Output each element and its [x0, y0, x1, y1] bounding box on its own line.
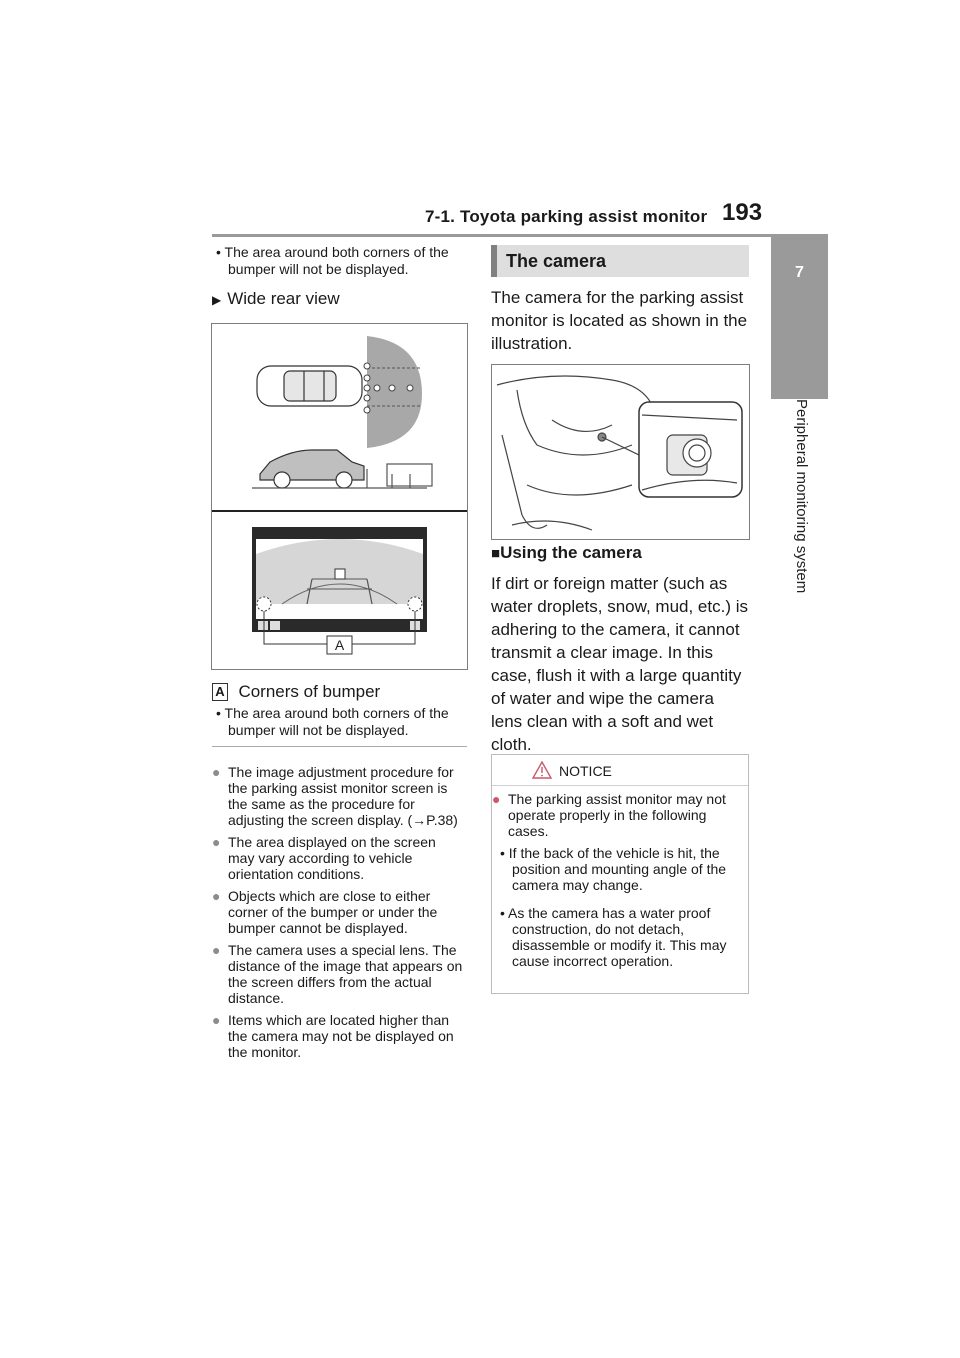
- triangle-right-icon: ▶: [212, 293, 222, 307]
- notice-title: NOTICE: [559, 763, 612, 779]
- bullet-dot-icon: ●: [212, 764, 221, 780]
- chapter-label-text: Peripheral monitoring system: [792, 399, 810, 594]
- chapter-tab: [771, 237, 828, 399]
- chapter-tab-number: 7: [795, 264, 804, 281]
- info-item: ● Items which are located higher than the camera may not be displayed on the monitor.: [212, 1012, 454, 1060]
- figure-callout-a: A: [334, 637, 345, 653]
- camera-intro: The camera for the parking assist monitor is located as shown in the illustration.: [491, 288, 748, 353]
- info-item: ● The area displayed on the screen may vary according to vehicle orientation conditions.: [212, 834, 436, 882]
- callout-text: Corners of bumper: [238, 682, 381, 701]
- wide-rear-view-label: Wide rear view: [227, 289, 340, 308]
- note-bottom: [212, 705, 468, 739]
- callout-label: A: [212, 683, 228, 701]
- camera-section-title: The camera: [506, 251, 607, 271]
- note-top: [212, 244, 468, 278]
- info-item: ● Objects which are close to either corner of the bumper or under the bumper cannot be displayed.: [212, 888, 438, 936]
- notice-header: [492, 755, 748, 786]
- notice-box: [491, 754, 749, 994]
- using-camera-text: If dirt or foreign matter (such as water droplets, snow, mud, etc.) is adhering to the camera, it cannot transmit a clear image. In this case, flush it with a large quantity of water and wipe the camera lens clean with a soft and wet cloth.: [491, 574, 748, 754]
- view-area-shape: [367, 336, 422, 448]
- wide-rear-view-heading: [212, 289, 340, 309]
- bullet-dot-icon: ●: [492, 791, 501, 807]
- section-divider: [212, 746, 467, 747]
- camera-section-header: [491, 245, 749, 277]
- bullet-dot-icon: ●: [212, 942, 221, 958]
- note-top-text: • The area around both corners of the bumper will not be displayed.: [216, 244, 449, 277]
- notice-item: • If the back of the vehicle is hit, the position and mounting angle of the camera may change.: [500, 845, 727, 893]
- bullet-dot-icon: ●: [212, 1012, 221, 1028]
- using-camera-heading: ■Using the camera: [491, 543, 642, 562]
- header-rule: [212, 234, 828, 237]
- chapter-label: [771, 399, 828, 919]
- info-item: ● The camera uses a special lens. The distance of the image that appears on the screen differs from the actual distance.: [212, 942, 463, 1006]
- car-top-view: [257, 366, 362, 406]
- camera-location-figure: [491, 364, 750, 540]
- callout-row: [212, 682, 380, 702]
- monitor-screen: [252, 527, 427, 632]
- wide-rear-view-figure: [211, 323, 468, 670]
- info-list: [212, 764, 466, 1060]
- wide-rear-view-illustration: [212, 324, 467, 669]
- bullet-dot-icon: ●: [212, 888, 221, 904]
- notice-lead: ● The parking assist monitor may not operate properly in the following cases.: [492, 791, 726, 839]
- info-item: ● The image adjustment procedure for the parking assist monitor screen is the same as the procedure for adjusting the screen display. (→P.38): [212, 764, 458, 828]
- bullet-dot-icon: ●: [212, 834, 221, 850]
- page-number: 193: [722, 199, 763, 226]
- car-side-view: [252, 450, 432, 488]
- section-title: 7-1. Toyota parking assist monitor: [425, 207, 708, 226]
- camera-location-illustration: [492, 365, 749, 539]
- square-bullet-icon: ■: [491, 545, 501, 562]
- notice-item: • As the camera has a water proof construction, do not detach, disassemble or modify it. This may cause incorrect operation.: [500, 905, 727, 969]
- notice-body: [492, 791, 736, 969]
- warning-triangle-icon: [532, 761, 552, 779]
- note-bottom-text: • The area around both corners of the bumper will not be displayed.: [216, 705, 449, 738]
